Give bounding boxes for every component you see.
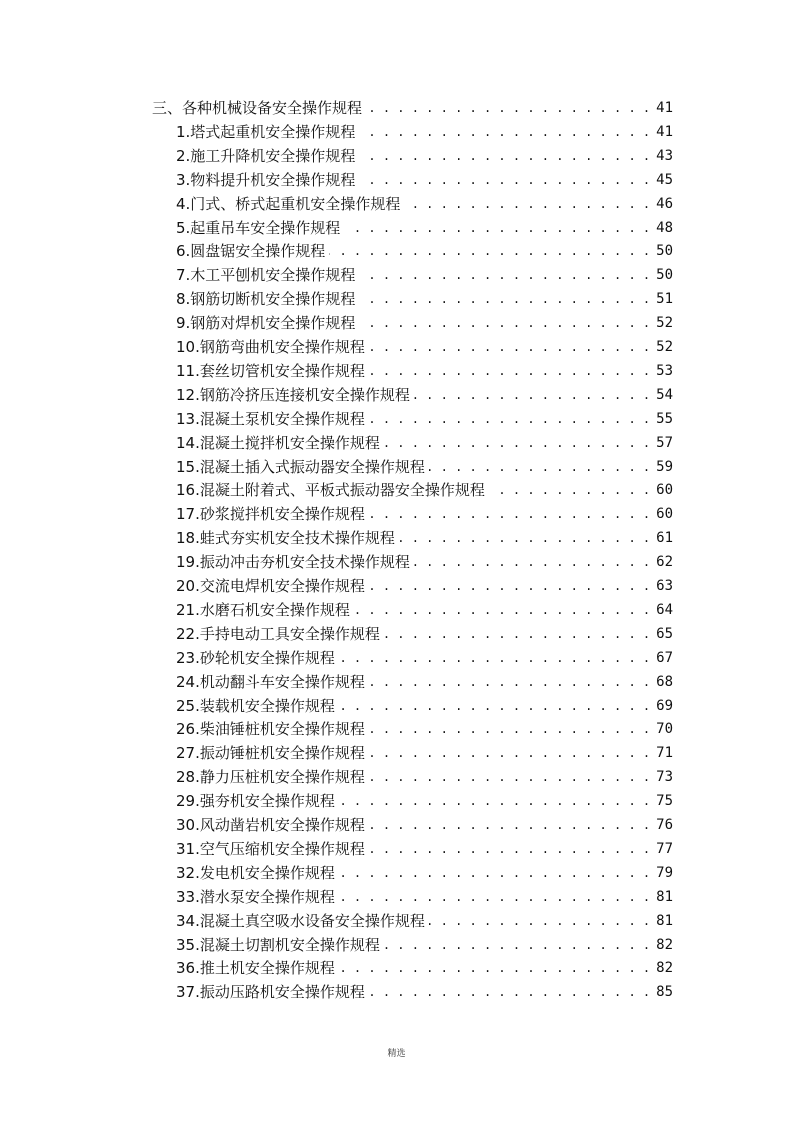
toc-dot-leader <box>414 550 650 574</box>
toc-entry-title: 30.风动凿岩机安全操作规程 <box>176 816 365 834</box>
toc-entry[interactable] <box>176 646 673 670</box>
toc-entry[interactable] <box>176 837 673 861</box>
toc-entry-title: 35.混凝土切割机安全操作规程 <box>176 935 380 954</box>
toc-dot-leader <box>339 885 650 909</box>
toc-entry[interactable] <box>176 574 673 598</box>
toc-dot-leader <box>359 144 650 168</box>
toc-entry-title: 27.振动锤桩机安全操作规程 <box>176 744 365 763</box>
toc-entry-page-number: 67 <box>656 649 673 666</box>
toc-entry-title: 2.施工升降机安全操作规程 <box>176 146 356 165</box>
toc-entry-page-number: 55 <box>656 410 673 427</box>
toc-entry-page-number: 41 <box>656 100 673 116</box>
toc-entry-title: 9.钢筋对焊机安全操作规程 <box>176 314 356 333</box>
toc-dot-leader <box>344 216 650 240</box>
toc-entry-page-number: 82 <box>656 936 673 953</box>
toc-dot-leader <box>429 909 650 933</box>
toc-entry-page-number: 50 <box>656 267 673 284</box>
toc-entry-title: 21.水磨石机安全操作规程 <box>176 600 350 619</box>
toc-entry-page-number: 50 <box>656 243 673 260</box>
toc-dot-leader <box>369 741 650 765</box>
toc-entry-page-number: 60 <box>656 506 673 523</box>
toc-dot-leader <box>339 694 650 718</box>
toc-entry-title: 31.空气压缩机安全操作规程 <box>176 839 365 858</box>
toc-dot-leader <box>329 239 650 263</box>
toc-entry-title: 6.圆盘锯安全操作规程 <box>176 242 326 261</box>
toc-entry-page-number: 65 <box>656 625 673 642</box>
toc-dot-leader <box>399 526 650 550</box>
toc-entry[interactable] <box>176 717 673 741</box>
toc-entry-page-number: 41 <box>656 123 673 140</box>
toc-entry-title: 22.手持电动工具安全操作规程 <box>176 624 380 643</box>
toc-entry-page-number: 71 <box>656 745 673 762</box>
toc-dot-leader <box>369 717 650 741</box>
toc-entry[interactable] <box>176 789 673 813</box>
toc-entry[interactable] <box>176 980 673 1004</box>
toc-entry-title: 7.木工平刨机安全操作规程 <box>176 266 356 285</box>
toc-dot-leader <box>339 789 650 813</box>
toc-entry-page-number: 52 <box>656 339 673 355</box>
page-footer: 精选 <box>387 1049 406 1059</box>
toc-entry-title: 13.混凝土泵机安全操作规程 <box>176 409 365 428</box>
toc-entry[interactable] <box>176 168 673 192</box>
toc-entry-page-number: 82 <box>656 960 673 977</box>
toc-entry-title: 4.门式、桥式起重机安全操作规程 <box>176 194 401 213</box>
toc-entry[interactable] <box>176 550 673 574</box>
toc-dot-leader <box>404 192 650 216</box>
toc-entry-title: 5.起重吊车安全操作规程 <box>176 218 341 237</box>
toc-entry[interactable] <box>176 311 673 335</box>
toc-entry[interactable] <box>176 885 673 909</box>
toc-dot-leader <box>369 765 650 789</box>
toc-dot-leader <box>384 431 650 455</box>
toc-dot-leader <box>339 861 650 885</box>
toc-entry-page-number: 76 <box>656 817 673 833</box>
toc-entry[interactable] <box>176 861 673 885</box>
toc-entry-page-number: 57 <box>656 434 673 451</box>
toc-entry-page-number: 53 <box>656 362 673 379</box>
toc-entry-page-number: 52 <box>656 315 673 332</box>
toc-entry-title: 15.混凝土插入式振动器安全操作规程 <box>176 457 425 476</box>
toc-entry-title: 36.推土机安全操作规程 <box>176 959 335 978</box>
toc-dot-leader <box>414 383 650 407</box>
toc-entry-page-number: 81 <box>656 888 673 905</box>
toc-entry-title: 37.振动压路机安全操作规程 <box>176 983 365 1002</box>
toc-dot-leader <box>429 455 650 479</box>
toc-entry-title: 34.混凝土真空吸水设备安全操作规程 <box>176 911 425 930</box>
toc-dot-leader <box>369 335 650 359</box>
toc-entry-title: 32.发电机安全操作规程 <box>176 863 335 882</box>
toc-entry-page-number: 79 <box>656 864 673 881</box>
toc-entry-title: 20.交流电焊机安全操作规程 <box>176 577 365 595</box>
toc-entry[interactable] <box>176 765 673 789</box>
toc-entry-title: 17.砂浆搅拌机安全操作规程 <box>176 505 365 524</box>
toc-dot-leader <box>369 502 650 526</box>
toc-dot-leader <box>369 359 650 383</box>
toc-entry-page-number: 43 <box>656 147 673 164</box>
toc-entry-page-number: 46 <box>656 195 673 212</box>
toc-entry[interactable] <box>176 622 673 646</box>
toc-dot-leader <box>359 263 650 287</box>
toc-entry-title: 19.振动冲击夯机安全技术操作规程 <box>176 553 410 572</box>
toc-entry-title: 18.蛙式夯实机安全技术操作规程 <box>176 529 395 548</box>
toc-entry-page-number: 54 <box>656 386 673 403</box>
toc-entry-page-number: 70 <box>656 721 673 738</box>
toc-entry[interactable] <box>176 431 673 455</box>
toc-dot-leader <box>384 622 650 646</box>
toc-dot-leader <box>369 813 650 837</box>
toc-entry-title: 8.钢筋切断机安全操作规程 <box>176 290 356 309</box>
toc-entry[interactable] <box>176 263 673 287</box>
toc-entry-page-number: 69 <box>656 697 673 714</box>
toc-entry-title: 24.机动翻斗车安全操作规程 <box>176 672 365 691</box>
toc-entry-page-number: 75 <box>656 793 673 810</box>
toc-entry[interactable] <box>176 670 673 694</box>
toc-entry-page-number: 62 <box>656 554 673 571</box>
toc-dot-leader <box>369 670 650 694</box>
toc-entry[interactable] <box>176 287 673 311</box>
toc-entry[interactable] <box>176 239 673 263</box>
toc-section-entry[interactable] <box>152 96 673 120</box>
toc-entry[interactable] <box>176 813 673 837</box>
toc-entry[interactable] <box>176 909 673 933</box>
toc-dot-leader <box>359 287 650 311</box>
toc-entry-page-number: 64 <box>656 601 673 618</box>
toc-entry-title: 29.强夯机安全操作规程 <box>176 792 335 811</box>
toc-entry[interactable] <box>176 335 673 359</box>
toc-dot-leader <box>339 956 650 980</box>
toc-dot-leader <box>339 646 650 670</box>
toc-entry[interactable] <box>176 407 673 431</box>
toc-entry[interactable] <box>176 359 673 383</box>
toc-entry-page-number: 48 <box>656 219 673 236</box>
toc-dot-leader <box>359 120 650 144</box>
toc-entry-title: 11.套丝切管机安全操作规程 <box>176 361 365 380</box>
toc-entry[interactable] <box>176 526 673 550</box>
toc-entry-title: 3.物料提升机安全操作规程 <box>176 170 356 189</box>
toc-entry[interactable] <box>176 383 673 407</box>
toc-entry[interactable] <box>176 144 673 168</box>
toc-dot-leader <box>489 478 650 502</box>
toc-entry-page-number: 59 <box>656 458 673 475</box>
toc-dot-leader <box>366 96 650 120</box>
toc-dot-leader <box>354 598 650 622</box>
toc-entry[interactable] <box>176 598 673 622</box>
toc-entry-title: 三、各种机械设备安全操作规程 <box>152 99 363 117</box>
toc-dot-leader <box>369 407 650 431</box>
toc-entry-page-number: 63 <box>656 578 673 594</box>
toc-entry-page-number: 77 <box>656 840 673 857</box>
toc-dot-leader <box>359 168 650 192</box>
toc-entry-page-number: 61 <box>656 530 673 547</box>
toc-entry-title: 33.潜水泵安全操作规程 <box>176 887 335 906</box>
toc-entry-page-number: 51 <box>656 291 673 308</box>
toc-entry[interactable] <box>176 956 673 980</box>
toc-entry-page-number: 85 <box>656 984 673 1001</box>
toc-entry[interactable] <box>176 502 673 526</box>
toc-entry-title: 14.混凝土搅拌机安全操作规程 <box>176 433 380 452</box>
toc-entry-title: 26.柴油锤桩机安全操作规程 <box>176 720 365 739</box>
toc-dot-leader <box>369 980 650 1004</box>
toc-entry-page-number: 68 <box>656 673 673 690</box>
toc-entry-title: 23.砂轮机安全操作规程 <box>176 648 335 667</box>
toc-entry[interactable] <box>176 216 673 240</box>
toc-entry-title: 16.混凝土附着式、平板式振动器安全操作规程 <box>176 481 485 500</box>
toc-entry[interactable] <box>176 694 673 718</box>
toc-entry-page-number: 73 <box>656 769 673 786</box>
toc-dot-leader <box>369 574 650 598</box>
toc-entry-page-number: 81 <box>656 912 673 929</box>
toc-entry[interactable] <box>176 741 673 765</box>
toc-entry-title: 1.塔式起重机安全操作规程 <box>176 122 356 141</box>
toc-entry-title: 10.钢筋弯曲机安全操作规程 <box>176 338 365 356</box>
toc-entry[interactable] <box>176 192 673 216</box>
toc-dot-leader <box>359 311 650 335</box>
toc-entry[interactable] <box>176 933 673 957</box>
toc-dot-leader <box>384 933 650 957</box>
toc-entry-title: 12.钢筋冷挤压连接机安全操作规程 <box>176 385 410 404</box>
toc-entry[interactable] <box>176 120 673 144</box>
toc-entry[interactable] <box>176 455 673 479</box>
toc-entry-page-number: 60 <box>656 482 673 499</box>
toc-entry[interactable] <box>176 478 673 502</box>
toc-entry-title: 28.静力压桩机安全操作规程 <box>176 768 365 787</box>
toc-entry-title: 25.装载机安全操作规程 <box>176 696 335 715</box>
toc-entry-page-number: 45 <box>656 171 673 188</box>
toc-dot-leader <box>369 837 650 861</box>
